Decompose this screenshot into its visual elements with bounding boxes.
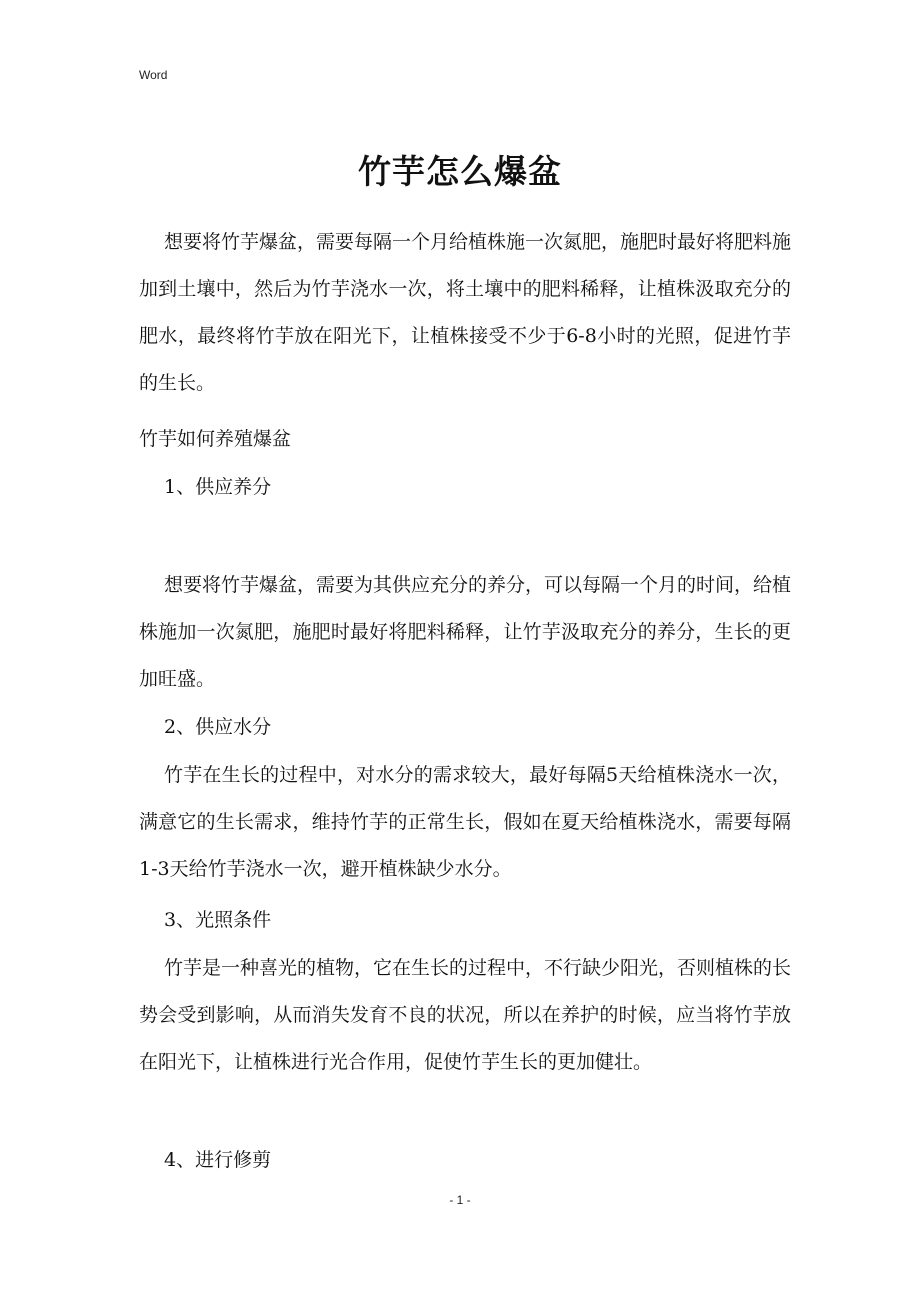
section-body-1: 想要将竹芋爆盆，需要为其供应充分的养分，可以每隔一个月的时间，给植株施加一次氮肥，施肥时最好将肥料稀释，让竹芋汲取充分的养分，生长的更加旺盛。 [139,574,792,690]
page-number: - 1 - [449,1193,471,1207]
section-heading-3: 3、光照条件 [164,909,272,931]
intro-paragraph: 想要将竹芋爆盆，需要每隔一个月给植株施一次氮肥，施肥时最好将肥料施加到土壤中，然后为竹芋浇水一次，将土壤中的肥料稀释，让植株汲取充分的肥水，最终将竹芋放在阳光下，让植株接受不少于6-8小时的光照，促进竹芋的生长。 [139,231,792,394]
section-heading-1: 1、供应养分 [164,476,272,498]
section-body-3: 竹芋是一种喜光的植物，它在生长的过程中，不行缺少阳光，否则植株的长势会受到影响，从而消失发育不良的状况，所以在养护的时候，应当将竹芋放在阳光下，让植株进行光合作用，促使竹芋生长的更加健壮。 [139,957,792,1073]
section-heading-4: 4、进行修剪 [164,1149,272,1171]
header-label: Word [139,68,168,82]
section-body-2: 竹芋在生长的过程中，对水分的需求较大，最好每隔5天给植株浇水一次，满意它的生长需求，维持竹芋的正常生长，假如在夏天给植株浇水，需要每隔1-3天给竹芋浇水一次，避开植株缺少水分。 [139,764,791,880]
section-heading-2: 2、供应水分 [164,716,272,738]
document-title: 竹芋怎么爆盆 [358,152,562,191]
subtitle: 竹芋如何养殖爆盆 [139,428,292,450]
